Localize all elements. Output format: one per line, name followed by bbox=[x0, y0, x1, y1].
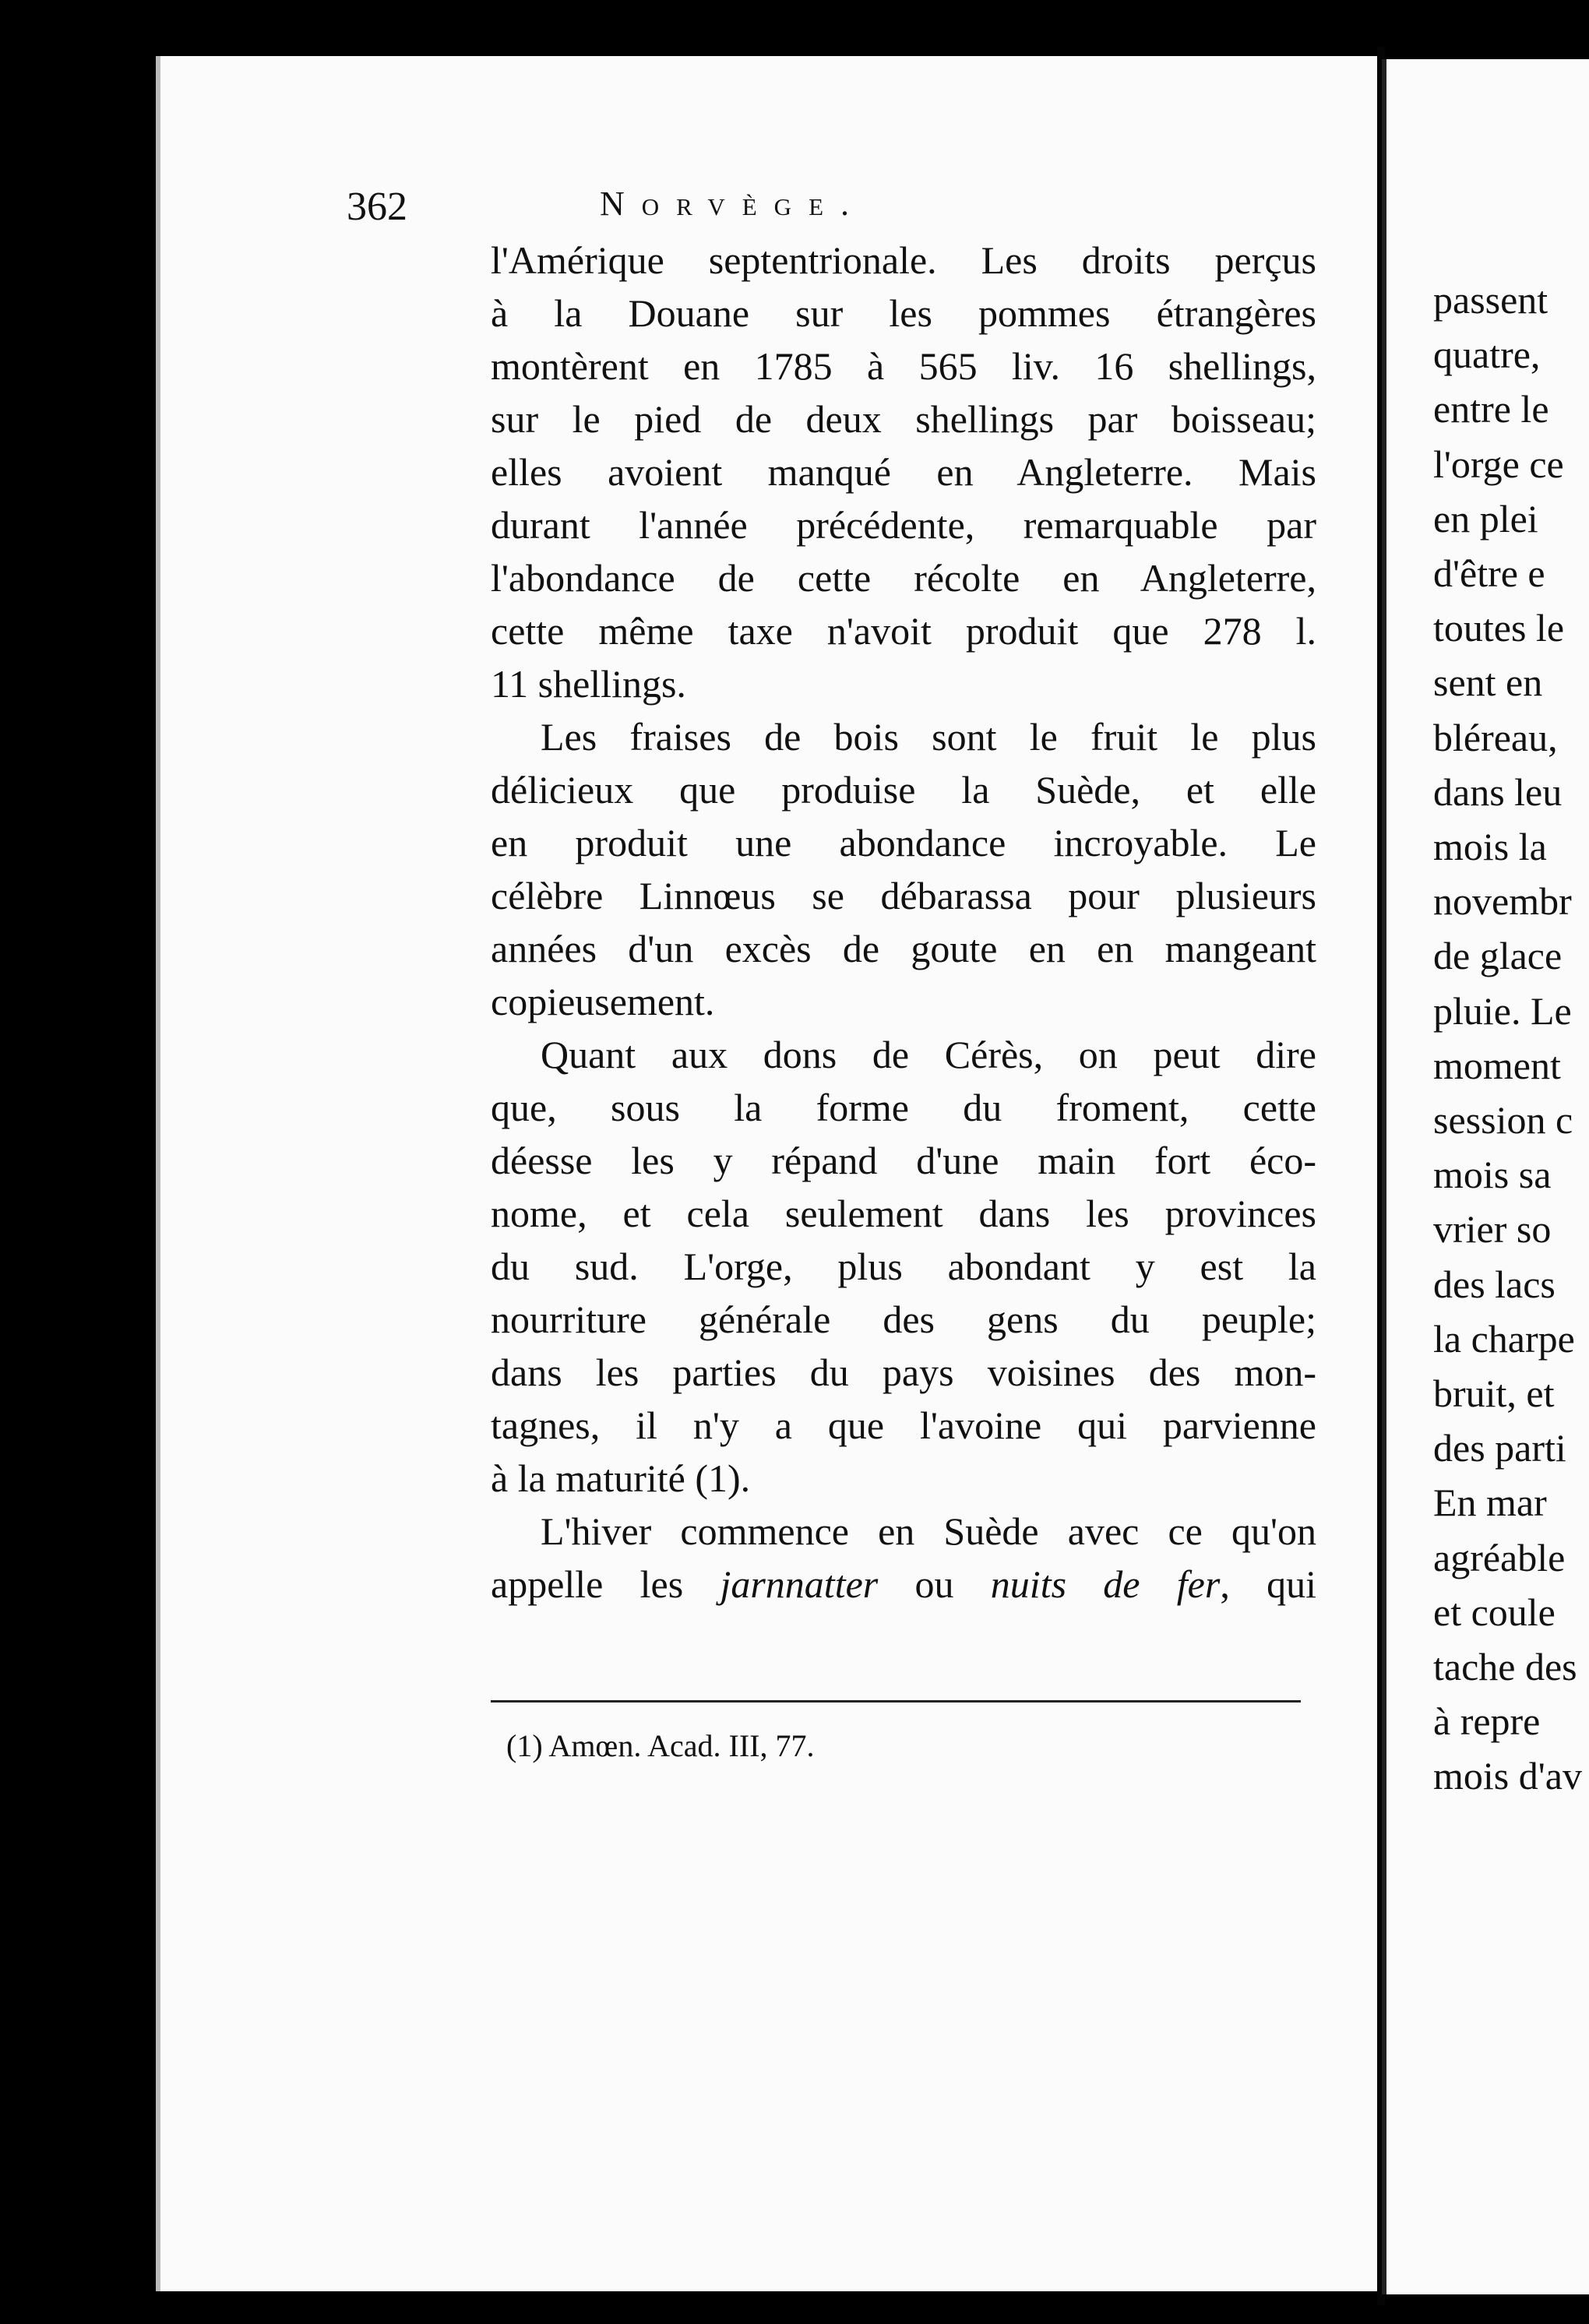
text-line: dans les parties du pays voisines des mon- bbox=[491, 1350, 1316, 1394]
right-page-line: d'être e bbox=[1433, 551, 1545, 596]
footnote-rule bbox=[491, 1700, 1301, 1703]
text-line: à la maturité (1). bbox=[491, 1456, 751, 1500]
right-page-line: et coule bbox=[1433, 1590, 1556, 1634]
right-page-line: à repre bbox=[1433, 1699, 1541, 1744]
right-page-line: des parti bbox=[1433, 1426, 1566, 1470]
right-page-line: de glace bbox=[1433, 934, 1563, 978]
text-line: l'abondance de cette récolte en Angleterre, bbox=[491, 556, 1316, 600]
text-line: sur le pied de deux shellings par boisseau; bbox=[491, 397, 1316, 441]
right-page-line: novembr bbox=[1433, 879, 1572, 924]
right-page-line: moment bbox=[1433, 1043, 1561, 1087]
right-page-line: mois sa bbox=[1433, 1153, 1552, 1197]
body-text bbox=[491, 234, 1316, 1611]
right-page-line: la charpe bbox=[1433, 1316, 1575, 1361]
text-line: L'hiver commence en Suède avec ce qu'on bbox=[541, 1509, 1316, 1553]
text-fragment: ou bbox=[878, 1562, 991, 1606]
right-page-line: quatre, bbox=[1433, 333, 1541, 377]
right-page-line: mois d'av bbox=[1433, 1754, 1582, 1798]
text-line: que, sous la forme du froment, cette bbox=[491, 1086, 1316, 1129]
text-line: déesse les y répand d'une main fort éco- bbox=[491, 1139, 1316, 1182]
right-page-line: bléreau, bbox=[1433, 715, 1558, 759]
text-line: cette même taxe n'avoit produit que 278 l. bbox=[491, 609, 1316, 653]
text-line: du sud. L'orge, plus abondant y est la bbox=[491, 1245, 1316, 1288]
text-line: années d'un excès de goute en en mangeant bbox=[491, 927, 1316, 970]
text-line: elles avoient manqué en Angleterre. Mais bbox=[491, 450, 1316, 494]
right-page-line: pluie. Le bbox=[1433, 988, 1572, 1033]
running-head bbox=[347, 184, 1328, 238]
text-line: Quant aux dons de Cérès, on peut dire bbox=[541, 1033, 1316, 1076]
text-line: Les fraises de bois sont le fruit le plus bbox=[541, 715, 1316, 759]
right-page-line: toutes le bbox=[1433, 606, 1565, 650]
right-page-line: tache des bbox=[1433, 1645, 1577, 1689]
text-line: 11 shellings. bbox=[491, 662, 686, 706]
text-line: l'Amérique septentrionale. Les droits perçus bbox=[491, 238, 1316, 282]
running-title: Norvège. bbox=[600, 185, 867, 223]
text-line: à la Douane sur les pommes étrangères bbox=[491, 291, 1316, 335]
right-page-line: session c bbox=[1433, 1098, 1573, 1143]
right-page-line: vrier so bbox=[1433, 1207, 1552, 1252]
right-page-text bbox=[1433, 273, 1589, 1804]
footnote: (1) Amœn. Acad. III, 77. bbox=[506, 1728, 815, 1763]
right-page-line: En mar bbox=[1433, 1481, 1547, 1525]
text-line: délicieux que produise la Suède, et elle bbox=[491, 768, 1316, 812]
italic-term: nuits de fer bbox=[990, 1562, 1221, 1606]
right-page-line: entre le bbox=[1433, 387, 1549, 431]
right-page-line: des lacs bbox=[1433, 1262, 1556, 1306]
right-page-line: dans leu bbox=[1433, 769, 1563, 814]
text-line: nourriture générale des gens du peuple; bbox=[491, 1298, 1316, 1341]
text-line: célèbre Linnœus se débarassa pour plusieurs bbox=[491, 874, 1316, 917]
text-line: nome, et cela seulement dans les provinces bbox=[491, 1192, 1316, 1235]
text-line: durant l'année précédente, remarquable par bbox=[491, 503, 1316, 547]
italic-term: jarnnatter bbox=[720, 1562, 879, 1606]
text-fragment: , qui bbox=[1220, 1562, 1316, 1606]
right-page-line: agréable bbox=[1433, 1535, 1566, 1579]
right-page-line: en plei bbox=[1433, 496, 1538, 541]
right-page-line: sent en bbox=[1433, 660, 1543, 705]
text-line: montèrent en 1785 à 565 liv. 16 shellings, bbox=[491, 344, 1316, 388]
text-line: tagnes, il n'y a que l'avoine qui parvienne bbox=[491, 1403, 1316, 1447]
right-page-line: l'orge ce bbox=[1433, 442, 1564, 486]
right-page-line: mois la bbox=[1433, 825, 1547, 869]
text-line: copieusement. bbox=[491, 980, 715, 1023]
right-page-line: passent bbox=[1433, 278, 1548, 322]
text-line: en produit une abondance incroyable. Le bbox=[491, 821, 1316, 864]
right-page-line: bruit, et bbox=[1433, 1372, 1555, 1416]
text-fragment: appelle les bbox=[491, 1562, 721, 1606]
text-line-with-italics bbox=[491, 1558, 1316, 1611]
page-number: 362 bbox=[347, 185, 407, 229]
